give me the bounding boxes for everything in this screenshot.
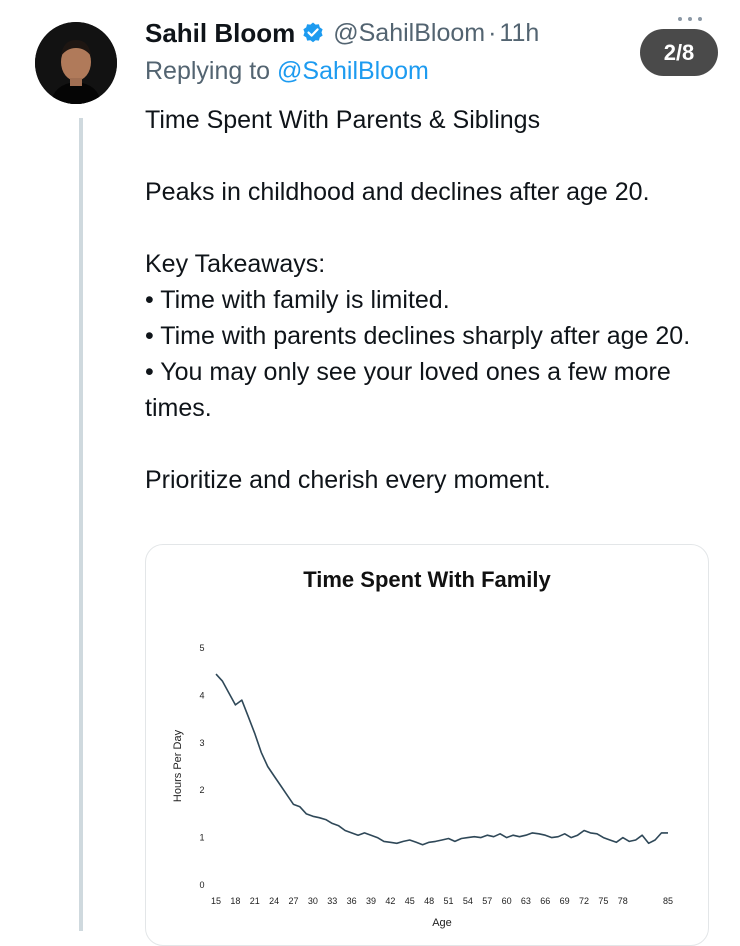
y-tick-label: 1 xyxy=(199,832,205,843)
series-line xyxy=(216,674,668,845)
x-tick-label: 85 xyxy=(662,896,674,906)
tweet-line: Key Takeaways: xyxy=(145,250,326,278)
x-tick-label: 72 xyxy=(579,896,590,906)
x-tick-label: 33 xyxy=(327,896,338,906)
thread-position-badge: 2/8 xyxy=(640,29,718,76)
y-tick-label: 5 xyxy=(199,643,205,653)
x-tick-label: 24 xyxy=(269,896,280,906)
x-tick-label: 51 xyxy=(443,896,454,906)
x-tick-label: 57 xyxy=(482,896,493,906)
replying-handle-link[interactable]: @SahilBloom xyxy=(277,57,429,85)
x-tick-label: 42 xyxy=(385,896,396,906)
x-tick-label: 78 xyxy=(617,896,628,906)
x-axis-label: Age xyxy=(432,917,452,929)
x-tick-label: 45 xyxy=(404,896,415,906)
more-icon[interactable] xyxy=(670,11,710,27)
line-chart xyxy=(146,545,708,945)
x-tick-label: 54 xyxy=(462,896,473,906)
tweet-line: • You may only see your loved ones a few more times. xyxy=(145,358,671,422)
replying-to xyxy=(145,57,429,86)
x-tick-label: 30 xyxy=(307,896,318,906)
tweet-line: • Time with family is limited. xyxy=(145,286,450,314)
spacer xyxy=(145,210,720,246)
thread-connector-line xyxy=(79,118,83,931)
x-tick-label: 60 xyxy=(501,896,512,906)
y-axis-label: Hours Per Day xyxy=(172,729,184,803)
replying-prefix: Replying to xyxy=(145,57,278,85)
meta-separator: · xyxy=(488,18,497,47)
x-tick-label: 15 xyxy=(210,896,222,906)
x-tick-label: 69 xyxy=(559,896,570,906)
spacer xyxy=(145,426,720,462)
y-tick-label: 3 xyxy=(199,737,205,748)
author-name[interactable]: Sahil Bloom xyxy=(145,17,296,48)
x-tick-label: 18 xyxy=(230,896,241,906)
x-tick-label: 75 xyxy=(598,896,609,906)
chart-title: Time Spent With Family xyxy=(303,567,551,592)
tweet-line: • Time with parents declines sharply after age 20. xyxy=(145,322,691,350)
tweet-line: Prioritize and cherish every moment. xyxy=(145,466,551,494)
tweet-timestamp[interactable]: 11h xyxy=(499,18,540,47)
x-tick-label: 21 xyxy=(249,896,260,906)
chart-image[interactable] xyxy=(145,544,709,946)
tweet-line: Peaks in childhood and declines after age 20. xyxy=(145,178,650,206)
author-handle[interactable]: @SahilBloom xyxy=(333,18,486,47)
tweet-body xyxy=(145,102,720,498)
y-tick-label: 2 xyxy=(199,785,205,796)
verified-badge-icon xyxy=(301,21,325,45)
y-tick-label: 0 xyxy=(199,880,205,890)
x-tick-label: 48 xyxy=(424,896,435,906)
tweet-line: Time Spent With Parents & Siblings xyxy=(145,106,541,134)
x-tick-label: 63 xyxy=(520,896,531,906)
x-tick-label: 39 xyxy=(365,896,376,906)
avatar[interactable] xyxy=(35,22,117,104)
x-tick-label: 66 xyxy=(540,896,551,906)
x-tick-label: 27 xyxy=(288,896,299,906)
spacer xyxy=(145,138,720,174)
x-tick-label: 36 xyxy=(346,896,357,906)
tweet-header xyxy=(145,16,539,50)
y-tick-label: 4 xyxy=(199,690,205,701)
